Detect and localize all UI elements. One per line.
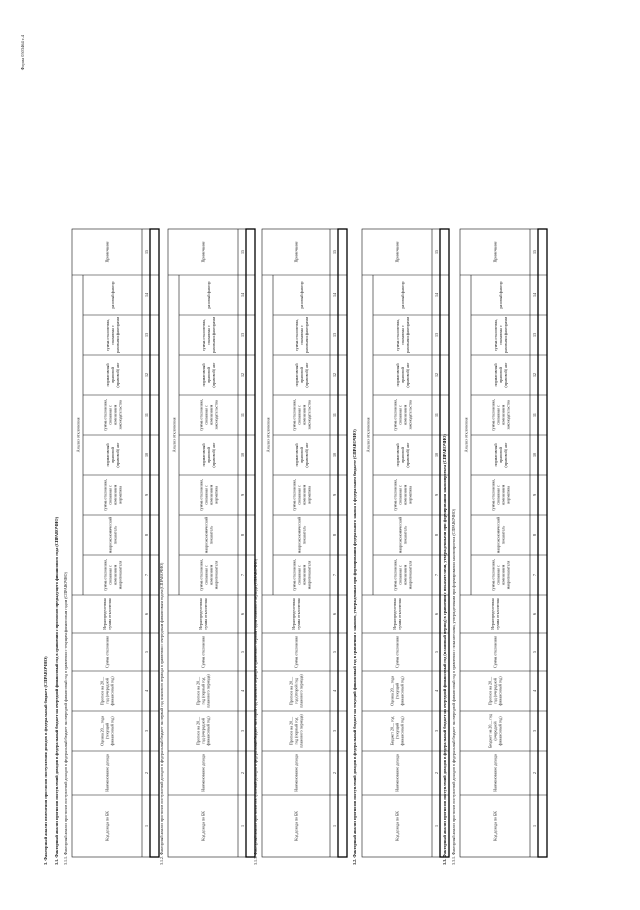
column-number: 1 — [433, 825, 439, 827]
column-header: Сумма отклонения — [293, 636, 299, 668]
column-header: макроэкономическийпоказатель — [203, 516, 214, 554]
column-number: 1 — [143, 825, 149, 827]
column-header: Наименование дохода — [394, 754, 400, 792]
column-header: Прогноз на 20__год (очереднойфинансовый год) — [487, 676, 503, 706]
column-header: Нераспределеннаясумма отклонения — [102, 598, 112, 630]
column-header: макроэкономическийпоказатель — [296, 516, 307, 554]
column-header: сумма отклонения,связанная сизменениемзаконодательства — [198, 398, 219, 432]
column-header: Наименование дохода — [492, 754, 498, 792]
column-number: 2 — [433, 772, 439, 774]
column-header: Код дохода по БК — [104, 811, 110, 841]
column-number: 14 — [531, 293, 537, 297]
column-number: 5 — [531, 651, 537, 653]
column-number: 5 — [433, 651, 439, 653]
column-number: 13 — [433, 333, 439, 337]
section-heading: 3.2. Факторный анализ прогнозов поступлений доходов в федеральный бюджет на текущий финансовый год в сравнении с законом, утвержденным при формировании федерального закона о федеральном бюджете (СПРАВОЧНО) — [352, 429, 357, 865]
column-number: 10 — [239, 453, 245, 457]
column-header: сумма отклонения,связанная сразовыми факторами — [201, 317, 216, 353]
section-subheading: 3.1.3. Факторный анализ прогнозов поступлений доходов в федеральный бюджет на второй год планового периода в сравнении с первым годом планового периода (СПРАВОЧНО) — [253, 558, 258, 865]
column-number: 11 — [531, 413, 537, 417]
column-number: 13 — [331, 333, 337, 337]
column-header: сумма отклонения,связанная сизменениеммакропоказателя — [198, 558, 219, 592]
column-number: 3 — [531, 730, 537, 732]
column-number: 9 — [143, 494, 149, 496]
column-header: разовый фактор — [400, 281, 405, 309]
column-number: 9 — [331, 494, 337, 496]
column-number: 3 — [143, 730, 149, 732]
column-header: Наименование дохода — [104, 754, 110, 792]
column-header: сумма отклонения,связанная сизменениемнорматива — [490, 478, 511, 512]
column-number: 15 — [239, 250, 245, 254]
column-number: 11 — [433, 413, 439, 417]
column-number: 12 — [531, 373, 537, 377]
column-header: сумма отклонения,связанная сизменениемнорматива — [198, 478, 219, 512]
column-header: Код дохода по БК — [394, 811, 400, 841]
column-header: разовый фактор — [110, 281, 115, 309]
column-header: сумма отклонения,связанная сразовыми факторами — [493, 317, 508, 353]
column-number: 7 — [239, 574, 245, 576]
column-number: 3 — [433, 730, 439, 732]
column-number: 2 — [331, 772, 337, 774]
column-header: Примечание — [200, 241, 206, 263]
column-number: 8 — [531, 534, 537, 536]
column-header: разовый фактор — [299, 281, 304, 309]
column-number: 8 — [239, 534, 245, 536]
column-number: 4 — [143, 690, 149, 692]
column-number: 10 — [331, 453, 337, 457]
column-number: 12 — [433, 373, 439, 377]
column-header: сумма отклонения,связанная сизменениемнорматива — [291, 478, 312, 512]
column-header: нормативныйправовой(правовой) акт — [493, 442, 508, 468]
column-number: 11 — [143, 413, 149, 417]
column-number: 15 — [531, 250, 537, 254]
column-number: 9 — [433, 494, 439, 496]
analysis-label: Анализ отклонения — [463, 417, 469, 453]
column-header: Нераспределеннаясумма отклонения — [392, 598, 402, 630]
section-subheading: 3.1.2. Факторный анализ прогнозов поступлений доходов в федеральный бюджет на первый год планового периода в сравнении с очередным финансовым годом (СПРАВОЧНО) — [159, 562, 164, 865]
column-header: Примечание — [492, 241, 498, 263]
column-number: 10 — [143, 453, 149, 457]
column-header: Оценка 20__ года(текущийфинансовый год) — [99, 716, 115, 746]
section-heading: 3.1. Факторный анализ прогнозов поступлений доходов в федеральный бюджет на очередной финансовый год в сравнении с прогнозом предыдущего финансового года (СПРАВОЧНО) — [54, 517, 59, 865]
column-number: 4 — [531, 690, 537, 692]
column-number: 10 — [531, 453, 537, 457]
column-header: сумма отклонения,связанная сразовыми факторами — [395, 317, 410, 353]
column-number: 1 — [239, 825, 245, 827]
section-subheading: 3.1.1. Факторный анализ прогнозов поступлений доходов в федеральный бюджет на очередной финансовый год в сравнении с текущим финансовым годом (СПРАВОЧНО) — [63, 572, 68, 865]
column-number: 2 — [239, 772, 245, 774]
column-number: 6 — [143, 613, 149, 615]
column-header: сумма отклонения,связанная сизменениеммакропоказателя — [291, 558, 312, 592]
column-header: Прогноз на 20__год (очереднойфинансовый год) — [99, 676, 115, 706]
column-number: 6 — [331, 613, 337, 615]
column-header: Нераспределеннаясумма отклонения — [198, 598, 208, 630]
column-header: сумма отклонения,связанная сизменениемзаконодательства — [102, 398, 123, 432]
column-number: 13 — [143, 333, 149, 337]
column-number: 9 — [531, 494, 537, 496]
column-header: Код дохода по БК — [492, 811, 498, 841]
column-header: нормативныйправовой(правовой) акт — [395, 362, 410, 388]
column-header: Сумма отклонения — [492, 636, 498, 668]
column-header: сумма отклонения,связанная сизменениемзаконодательства — [291, 398, 312, 432]
column-number: 15 — [433, 250, 439, 254]
column-number: 8 — [143, 534, 149, 536]
analysis-label: Анализ отклонения — [75, 417, 81, 453]
analysis-label: Анализ отклонения — [171, 417, 177, 453]
column-header: Сумма отклонения — [104, 636, 110, 668]
column-header: нормативныйправовой(правовой) акт — [395, 442, 410, 468]
column-number: 10 — [433, 453, 439, 457]
column-number: 3 — [239, 730, 245, 732]
column-header: Оценка 20__ года(текущийфинансовый год) — [389, 676, 405, 706]
column-header: Примечание — [104, 241, 110, 263]
column-number: 14 — [331, 293, 337, 297]
column-number: 12 — [143, 373, 149, 377]
column-header: разовый фактор — [498, 281, 503, 309]
column-header: Бюджет на 20__ год(очереднойфинансовый год) — [487, 714, 503, 748]
column-number: 7 — [143, 574, 149, 576]
column-number: 7 — [331, 574, 337, 576]
column-number: 15 — [331, 250, 337, 254]
column-header: макроэкономическийпоказатель — [397, 516, 408, 554]
column-header: Прогноз на 20__год (первый годпланового периода) — [288, 714, 304, 748]
column-number: 15 — [143, 250, 149, 254]
column-number: 4 — [239, 690, 245, 692]
section-heading: 3.3. Факторный анализ прогнозов поступлений доходов в федеральный бюджет на очередной финансовый год (плановый период) в сравнении с показателями, утвержденными при формировании законопроекта (СПРАВОЧНО) — [442, 434, 447, 865]
column-number: 6 — [433, 613, 439, 615]
column-number: 1 — [531, 825, 537, 827]
column-header: Прогноз на 20__год (второй годпланового периода) — [288, 674, 304, 708]
column-number: 12 — [331, 373, 337, 377]
column-header: сумма отклонения,связанная сизменениеммакропоказателя — [490, 558, 511, 592]
column-header: Примечание — [293, 241, 299, 263]
column-header: сумма отклонения,связанная сизменениеммакропоказателя — [392, 558, 413, 592]
column-header: Наименование дохода — [200, 754, 206, 792]
column-header: сумма отклонения,связанная сизменениемзаконодательства — [392, 398, 413, 432]
column-number: 3 — [331, 730, 337, 732]
column-number: 13 — [239, 333, 245, 337]
column-number: 12 — [239, 373, 245, 377]
column-header: Сумма отклонения — [394, 636, 400, 668]
column-header: сумма отклонения,связанная сизменениемнорматива — [392, 478, 413, 512]
column-number: 13 — [531, 333, 537, 337]
column-number: 14 — [239, 293, 245, 297]
column-number: 6 — [531, 613, 537, 615]
column-number: 5 — [239, 651, 245, 653]
column-header: нормативныйправовой(правовой) акт — [493, 362, 508, 388]
column-number: 7 — [433, 574, 439, 576]
column-number: 1 — [331, 825, 337, 827]
column-header: Сумма отклонения — [200, 636, 206, 668]
column-number: 5 — [143, 651, 149, 653]
column-header: Нераспределеннаясумма отклонения — [490, 598, 500, 630]
column-number: 8 — [433, 534, 439, 536]
analysis-label: Анализ отклонения — [265, 417, 271, 453]
section-subheading: 3.3.1. Факторный анализ прогнозов поступлений доходов в федеральный бюджет на очередной финансовый год в сравнении с показателями, утвержденными при формировании законопроекта (СПРАВОЧНО) — [451, 509, 456, 865]
column-header: Примечание — [394, 241, 400, 263]
form-code: Форма 0503464 с.4 — [20, 35, 25, 71]
column-header: сумма отклонения,связанная сизменениемнорматива — [102, 478, 123, 512]
column-number: 4 — [331, 690, 337, 692]
column-number: 5 — [331, 651, 337, 653]
column-number: 9 — [239, 494, 245, 496]
column-header: Прогноз на 20__год (очереднойфинансовый год) — [195, 716, 211, 746]
column-header: сумма отклонения,связанная сразовыми факторами — [294, 317, 309, 353]
column-number: 4 — [433, 690, 439, 692]
column-header: нормативныйправовой(правовой) акт — [105, 442, 120, 468]
column-header: сумма отклонения,связанная сизменениемзаконодательства — [490, 398, 511, 432]
column-header: разовый фактор — [206, 281, 211, 309]
section-title: 3. Факторный анализ изменения прогнозов поступления доходов в федеральный бюджет (СПРАВОЧНО) — [43, 656, 48, 865]
analysis-label: Анализ отклонения — [365, 417, 371, 453]
column-number: 2 — [143, 772, 149, 774]
column-header: Код дохода по БК — [200, 811, 206, 841]
column-header: нормативныйправовой(правовой) акт — [105, 362, 120, 388]
column-header: нормативныйправовой(правовой) акт — [201, 442, 216, 468]
column-number: 11 — [331, 413, 337, 417]
column-number: 14 — [143, 293, 149, 297]
column-number: 6 — [239, 613, 245, 615]
column-header: макроэкономическийпоказатель — [107, 516, 118, 554]
column-number: 2 — [531, 772, 537, 774]
column-header: Нераспределеннаясумма отклонения — [291, 598, 301, 630]
column-header: Бюджет 20__ год(текущийфинансовый год) — [389, 716, 405, 746]
column-header: нормативныйправовой(правовой) акт — [201, 362, 216, 388]
column-number: 7 — [531, 574, 537, 576]
column-header: нормативныйправовой(правовой) акт — [294, 362, 309, 388]
column-header: сумма отклонения,связанная сразовыми факторами — [105, 317, 120, 353]
column-header: макроэкономическийпоказатель — [495, 516, 506, 554]
column-header: Прогноз на 20__год (первый годпланового периода) — [195, 674, 211, 708]
column-header: Наименование дохода — [293, 754, 299, 792]
column-header: Код дохода по БК — [293, 811, 299, 841]
column-header: сумма отклонения,связанная сизменениеммакропоказателя — [102, 558, 123, 592]
column-number: 14 — [433, 293, 439, 297]
column-header: нормативныйправовой(правовой) акт — [294, 442, 309, 468]
column-number: 8 — [331, 534, 337, 536]
column-number: 11 — [239, 413, 245, 417]
